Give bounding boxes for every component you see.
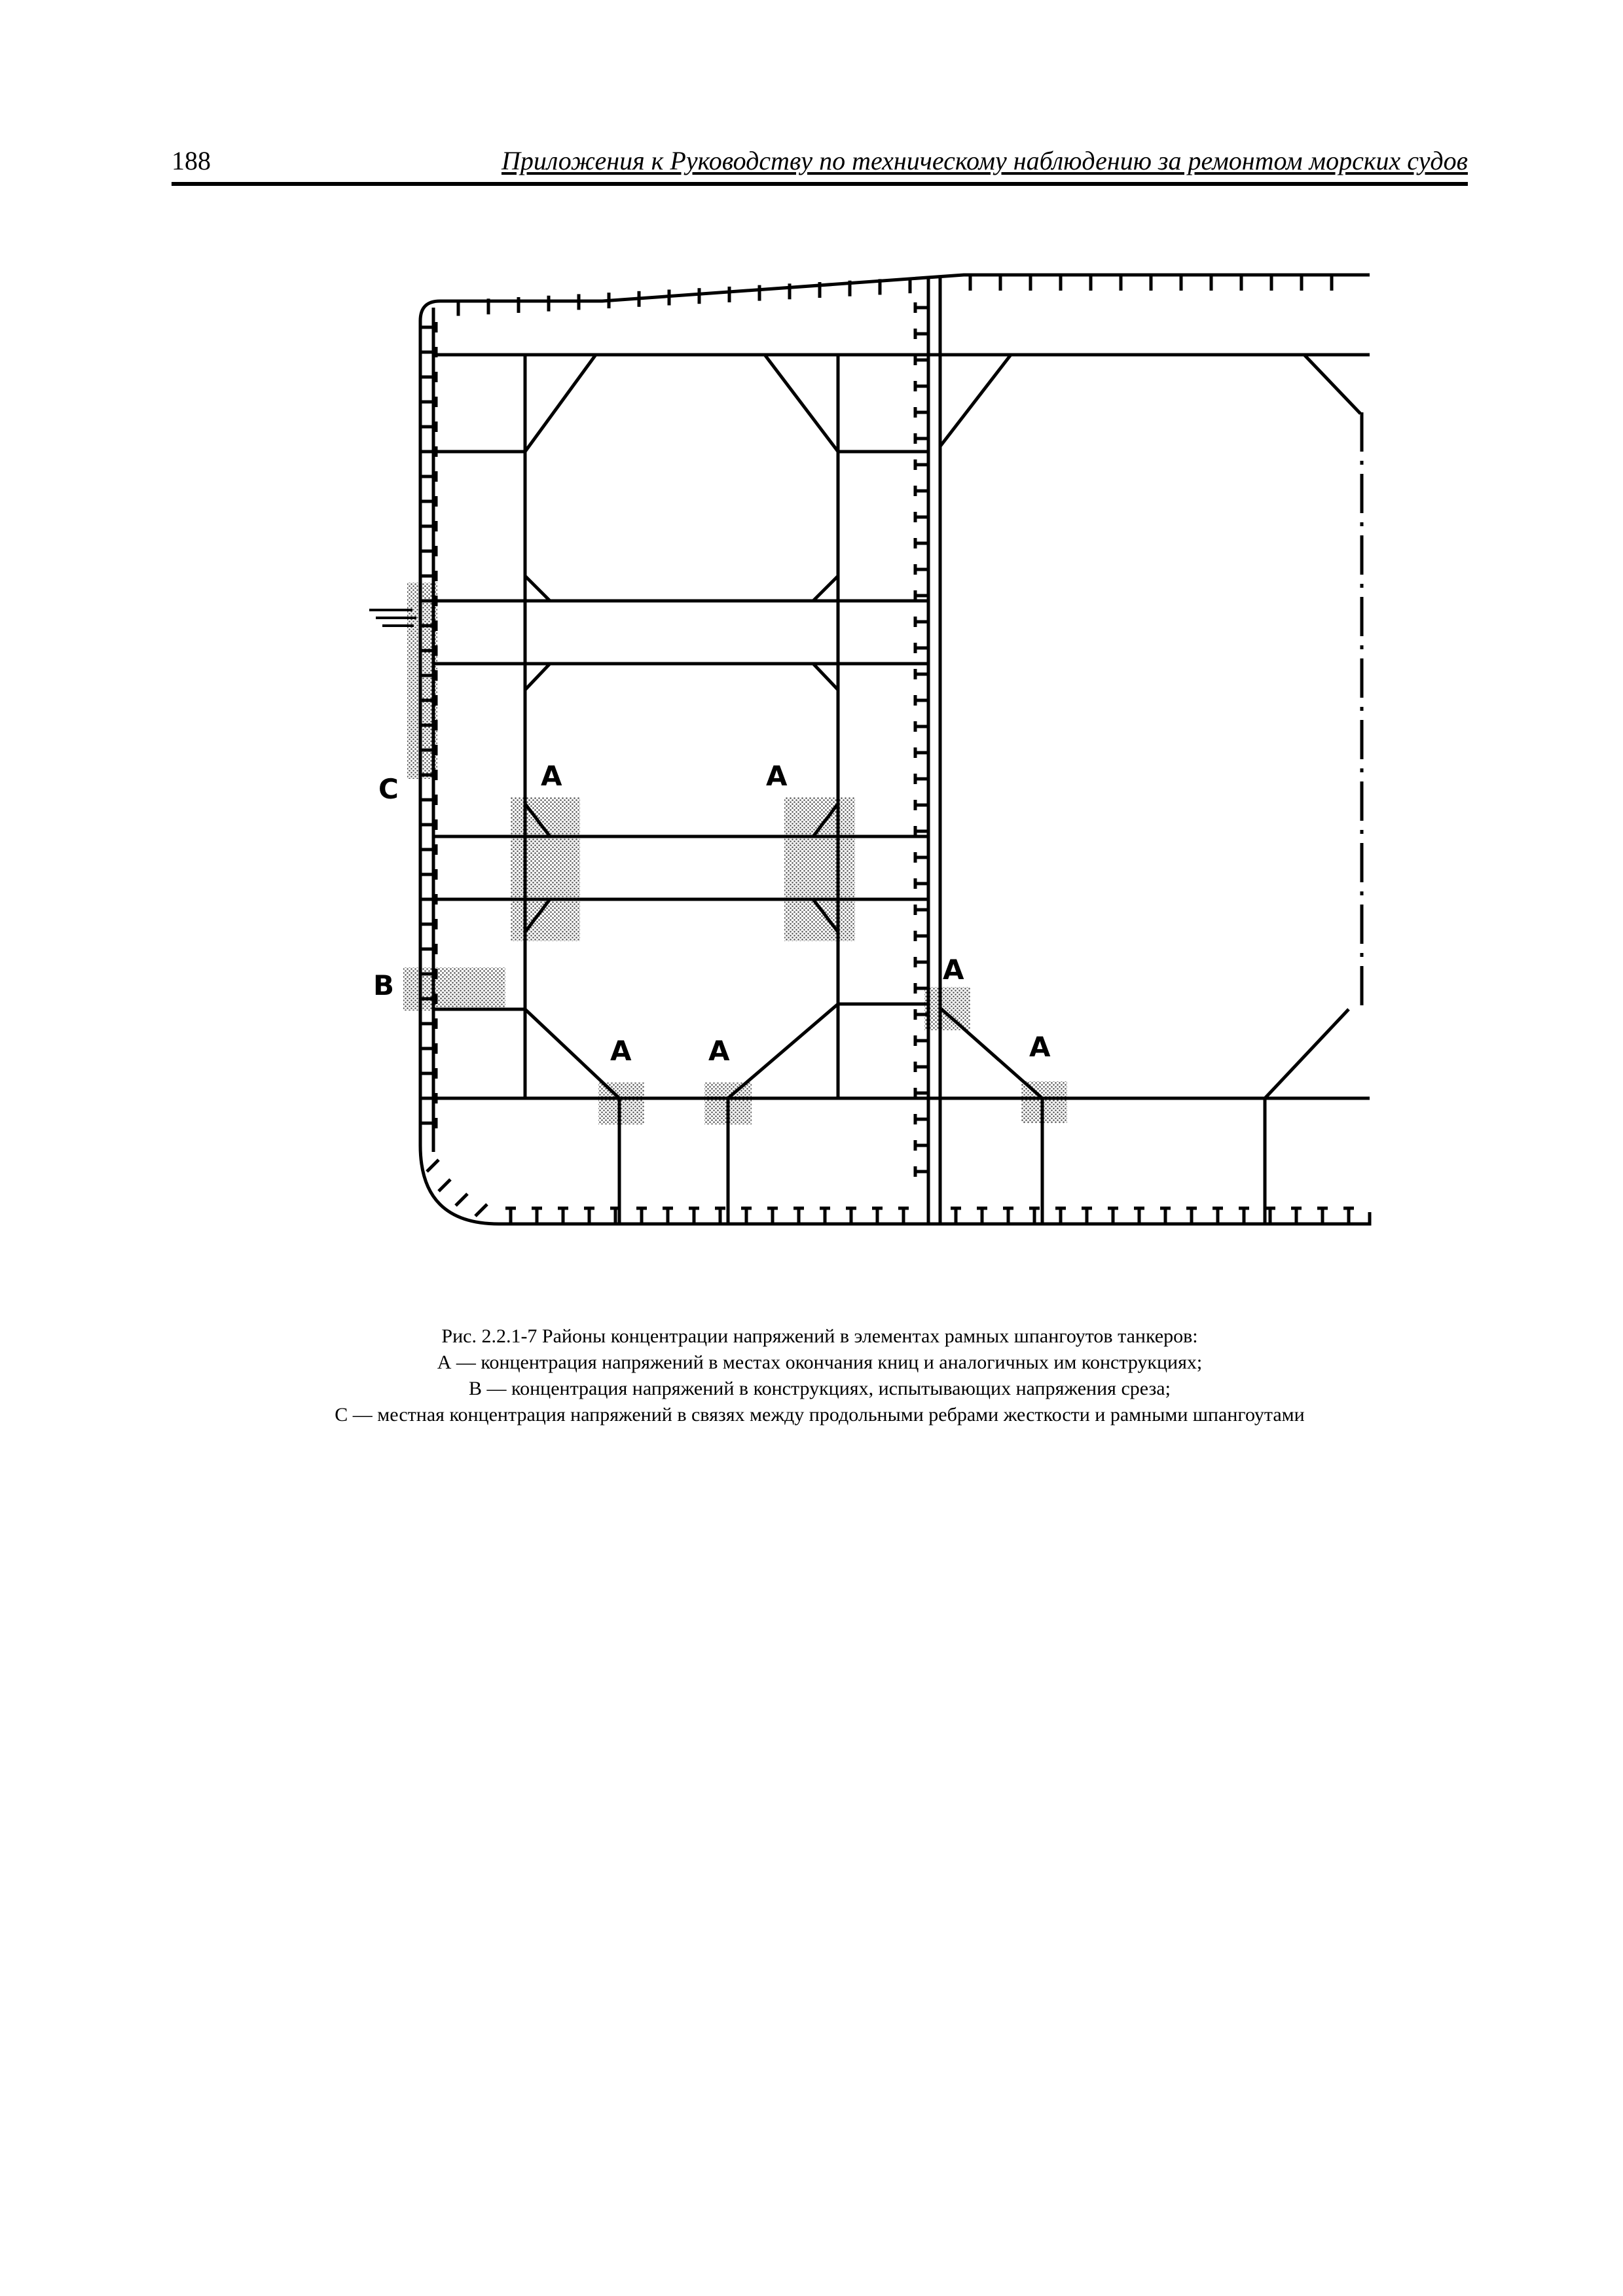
stiffener-tick [439, 1179, 450, 1191]
hull-outline [420, 275, 1370, 1224]
tie-bracket-3 [813, 576, 838, 601]
figure-caption [172, 1323, 1468, 1428]
zone-a-bulkhead-bracket [924, 987, 970, 1030]
caption-legend-a: А — концентрация напряжений в местах окончания книц и аналогичных им конструкциях; [437, 1352, 1203, 1373]
tie-bracket-2 [525, 664, 550, 690]
zone-a-left-stringer-brackets [511, 797, 580, 941]
cl-deck-bracket [1304, 355, 1360, 414]
label-b: B [373, 969, 395, 1001]
tie-bracket-4 [813, 664, 838, 690]
tie-bracket-1 [525, 576, 550, 601]
structure-lines [369, 275, 1370, 1224]
running-title: Приложения к Руководству по техническому наблюдению за ремонтом морских судов [501, 146, 1468, 175]
bottom-bracket-right [728, 1004, 838, 1098]
bulkhead-bottom-bracket [940, 1008, 1042, 1098]
caption-legend-b: В — концентрация напряжений в конструкциях, испытывающих напряжения среза; [469, 1378, 1171, 1399]
label-a-6: A [1029, 1031, 1051, 1063]
zone-a-right-stringer-brackets [784, 797, 855, 941]
label-a-3: A [943, 954, 964, 986]
label-a-2: A [766, 760, 788, 792]
upper-bracket-left [525, 355, 596, 452]
label-a-4: A [610, 1035, 632, 1067]
zone-a-bottom-bracket-1 [598, 1083, 644, 1124]
stiffener-tick [456, 1194, 467, 1206]
caption-title: Рис. 2.2.1-7 Районы концентрации напряжений в элементах рамных шпангоутов танкеров: [441, 1325, 1198, 1347]
page-header [172, 143, 1468, 186]
tanker-web-frame-figure [354, 255, 1401, 1263]
stiffener-tick [427, 1160, 439, 1172]
web-frame-drawing [354, 255, 1401, 1263]
stiffener-tick [475, 1204, 487, 1216]
bottom-bracket-left [525, 1009, 619, 1098]
label-a-5: A [708, 1035, 730, 1067]
label-c: C [378, 773, 399, 805]
deck-bracket-right [940, 355, 1011, 446]
longitudinal-stiffeners [420, 275, 1354, 1224]
label-a-1: A [541, 760, 562, 792]
cl-bottom-bracket [1265, 1009, 1349, 1098]
caption-legend-c: С — местная концентрация напряжений в связях между продольными ребрами жесткости и рамными шпангоутами [335, 1404, 1305, 1426]
zone-b-stringer [403, 967, 505, 1011]
upper-bracket-right [765, 355, 838, 452]
page-number: 188 [172, 146, 211, 175]
